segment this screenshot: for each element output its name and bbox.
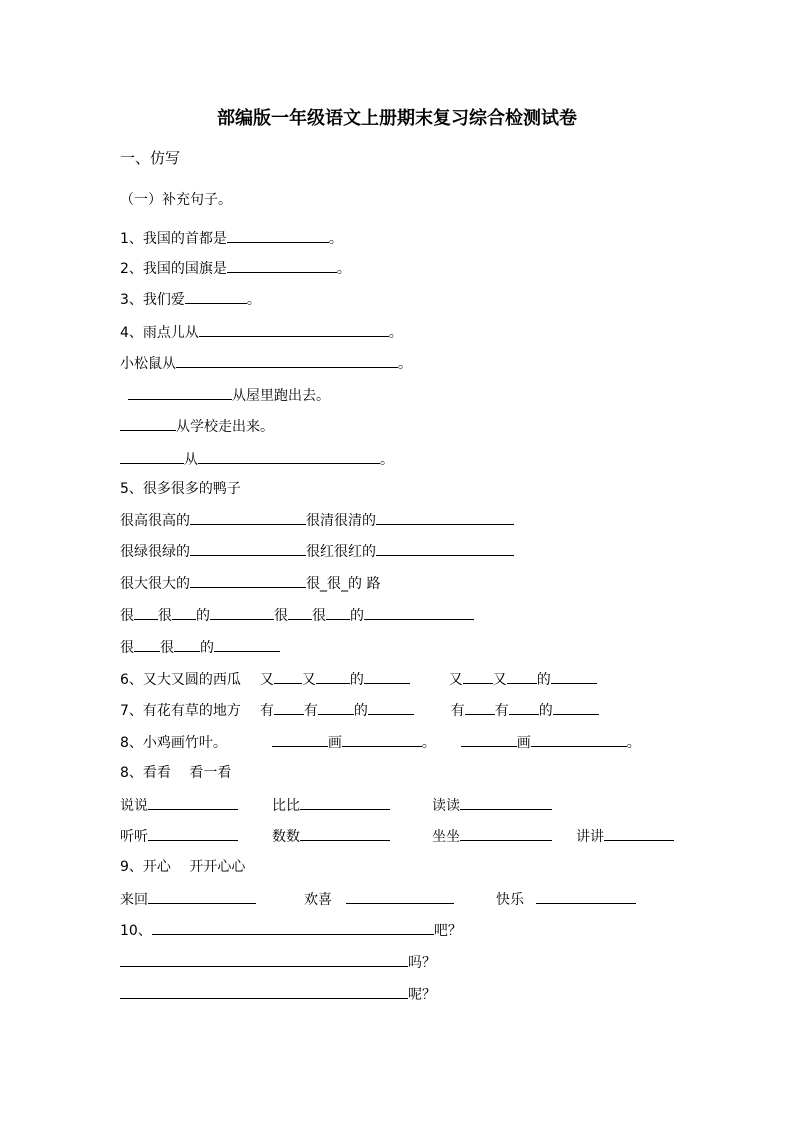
- question-5-row-4: [120, 605, 474, 626]
- prompt-text: 吧？: [433, 923, 462, 939]
- answer-blank[interactable]: [300, 795, 390, 810]
- question-8b-row-2: [432, 826, 552, 847]
- answer-blank[interactable]: [461, 732, 517, 747]
- answer-blank[interactable]: [460, 826, 552, 841]
- question-10c: [120, 984, 436, 1005]
- question-5-row-2: [120, 541, 514, 562]
- prompt-text: 很: [160, 640, 174, 656]
- prompt-text: 的: [196, 608, 210, 624]
- question-7-text: 7、有花有草的地方: [120, 703, 241, 719]
- answer-blank[interactable]: [185, 289, 247, 304]
- question-7: [120, 700, 599, 721]
- answer-blank[interactable]: [364, 605, 474, 620]
- answer-blank[interactable]: [376, 541, 514, 556]
- prompt-text: 数数: [272, 829, 300, 845]
- question-8b-row-2: [120, 826, 238, 847]
- question-8b-row-2: [272, 826, 390, 847]
- prompt-text: 的: [349, 672, 364, 688]
- question-2-text: 2、我国的国旗是: [120, 261, 227, 277]
- question-4d-text: 从学校走出来。: [176, 419, 274, 435]
- question-8b-row-1: [432, 795, 552, 816]
- prompt-text: 很绿很绿的: [120, 544, 190, 560]
- question-2: [120, 258, 351, 279]
- answer-blank[interactable]: [274, 700, 304, 715]
- prompt-text: 很高很高的: [120, 513, 190, 529]
- page-title: 部编版一年级语文上册期末复习综合检测试卷: [217, 108, 577, 129]
- prompt-text: 很: [120, 608, 134, 624]
- question-8b-heading: 8、看看 看一看: [120, 765, 232, 781]
- answer-blank[interactable]: [134, 605, 158, 620]
- answer-blank[interactable]: [342, 732, 422, 747]
- question-10-number: 10、: [120, 923, 152, 939]
- answer-blank[interactable]: [120, 449, 184, 464]
- answer-blank[interactable]: [134, 637, 160, 652]
- prompt-text: 很清很清的: [306, 513, 376, 529]
- answer-blank[interactable]: [368, 700, 414, 715]
- answer-blank[interactable]: [199, 322, 389, 337]
- prompt-text: 画: [516, 735, 531, 751]
- question-5-row-3: [120, 573, 380, 594]
- answer-blank[interactable]: [553, 700, 599, 715]
- answer-blank[interactable]: [346, 889, 454, 904]
- answer-blank[interactable]: [326, 605, 350, 620]
- prompt-text: 的: [200, 640, 214, 656]
- question-4b: [120, 353, 412, 374]
- prompt-text: 很_很_的 路: [306, 576, 381, 592]
- prompt-text: 很大很大的: [120, 576, 190, 592]
- question-8b-row-2: [576, 826, 674, 847]
- prompt-text: 坐坐: [432, 829, 460, 845]
- answer-blank[interactable]: [120, 416, 176, 431]
- prompt-text: 很: [274, 608, 288, 624]
- prompt-text: 的: [353, 703, 368, 719]
- question-10a: [120, 920, 462, 941]
- prompt-text: 欢喜: [304, 892, 332, 908]
- question-3-text: 3、我们爱: [120, 292, 185, 308]
- prompt-text: 说说: [120, 798, 148, 814]
- question-8a-text: 8、小鸡画竹叶。: [120, 735, 227, 751]
- prompt-text: 很: [312, 608, 326, 624]
- answer-blank[interactable]: [536, 889, 636, 904]
- answer-blank[interactable]: [148, 826, 238, 841]
- question-4a-end: 。: [388, 325, 403, 341]
- answer-blank[interactable]: [509, 700, 539, 715]
- question-6: [120, 669, 597, 690]
- prompt-text: 有: [303, 703, 318, 719]
- answer-blank[interactable]: [364, 669, 410, 684]
- answer-blank[interactable]: [176, 353, 398, 368]
- answer-blank[interactable]: [120, 984, 408, 999]
- question-4e-end: 。: [380, 452, 394, 468]
- answer-blank[interactable]: [120, 952, 408, 967]
- answer-blank[interactable]: [272, 732, 328, 747]
- question-4c: [128, 385, 330, 406]
- question-9-row: [304, 889, 454, 910]
- answer-blank[interactable]: [210, 605, 274, 620]
- prompt-text: 的: [350, 608, 364, 624]
- question-4c-text: 从屋里跑出去。: [232, 388, 330, 404]
- section-heading: 一、仿写: [120, 149, 181, 167]
- question-4a-text: 4、雨点儿从: [120, 325, 199, 341]
- prompt-text: 很红很红的: [306, 544, 376, 560]
- prompt-text: 很: [158, 608, 172, 624]
- question-9-heading: 9、开心 开开心心: [120, 859, 246, 875]
- question-8b-row-1: [120, 795, 238, 816]
- answer-blank[interactable]: [148, 795, 238, 810]
- question-4e-mid: 从: [184, 452, 198, 468]
- prompt-text: 又: [448, 672, 463, 688]
- answer-blank[interactable]: [190, 541, 306, 556]
- answer-blank[interactable]: [190, 573, 306, 588]
- question-8a: [120, 732, 641, 753]
- question-1-text: 1、我国的首都是: [120, 231, 227, 247]
- question-4e: [120, 449, 394, 470]
- prompt-text: 比比: [272, 798, 300, 814]
- question-1: [120, 228, 343, 249]
- answer-blank[interactable]: [148, 889, 256, 904]
- answer-blank[interactable]: [198, 449, 380, 464]
- question-10b: [120, 952, 436, 973]
- answer-blank[interactable]: [318, 700, 354, 715]
- prompt-text: 的: [536, 672, 551, 688]
- prompt-text: 读读: [432, 798, 460, 814]
- prompt-text: 来回: [120, 892, 148, 908]
- prompt-text: 的: [538, 703, 553, 719]
- prompt-text: 快乐: [496, 892, 524, 908]
- prompt-text: 讲讲: [576, 829, 604, 845]
- prompt-text: 呢？: [408, 987, 436, 1003]
- question-6-text: 6、又大又圆的西瓜: [120, 672, 241, 688]
- answer-blank[interactable]: [463, 669, 493, 684]
- answer-blank[interactable]: [288, 605, 312, 620]
- question-4b-text: 小松鼠从: [120, 356, 176, 372]
- answer-blank[interactable]: [551, 669, 597, 684]
- prompt-text: 有: [494, 703, 509, 719]
- prompt-text: 有: [259, 703, 274, 719]
- prompt-text: 又: [259, 672, 274, 688]
- answer-blank[interactable]: [507, 669, 537, 684]
- question-9-row: [120, 889, 256, 910]
- answer-blank[interactable]: [604, 826, 674, 841]
- prompt-text: 画: [327, 735, 342, 751]
- answer-blank[interactable]: [227, 258, 337, 273]
- answer-blank[interactable]: [376, 510, 514, 525]
- answer-blank[interactable]: [531, 732, 627, 747]
- prompt-text: 又: [301, 672, 316, 688]
- question-8b-row-1: [272, 795, 390, 816]
- prompt-text: 又: [492, 672, 507, 688]
- prompt-text: 很: [120, 640, 134, 656]
- answer-blank[interactable]: [300, 826, 390, 841]
- answer-blank[interactable]: [227, 228, 329, 243]
- answer-blank[interactable]: [190, 510, 306, 525]
- answer-blank[interactable]: [316, 669, 350, 684]
- answer-blank[interactable]: [460, 795, 552, 810]
- subsection-heading: （一）补充句子。: [120, 192, 232, 208]
- question-5-heading: 5、很多很多的鸭子: [120, 481, 241, 497]
- answer-blank[interactable]: [465, 700, 495, 715]
- answer-blank[interactable]: [172, 605, 196, 620]
- question-5-row-5: [120, 637, 280, 658]
- question-5-row-1: [120, 510, 514, 531]
- question-1-end: 。: [328, 231, 343, 247]
- prompt-text: 吗？: [408, 955, 436, 971]
- question-4a: [120, 322, 403, 343]
- prompt-text: 。: [626, 735, 641, 751]
- question-4d: [120, 416, 274, 437]
- answer-blank[interactable]: [152, 920, 434, 935]
- answer-blank[interactable]: [274, 669, 302, 684]
- answer-blank[interactable]: [128, 385, 232, 400]
- question-4b-end: 。: [398, 356, 412, 372]
- prompt-text: 。: [421, 735, 436, 751]
- question-3-end: 。: [246, 292, 261, 308]
- answer-blank[interactable]: [214, 637, 280, 652]
- question-9-row: [496, 889, 636, 910]
- question-2-end: 。: [336, 261, 351, 277]
- prompt-text: 听听: [120, 829, 148, 845]
- answer-blank[interactable]: [174, 637, 200, 652]
- question-3: [120, 289, 261, 310]
- prompt-text: 有: [450, 703, 465, 719]
